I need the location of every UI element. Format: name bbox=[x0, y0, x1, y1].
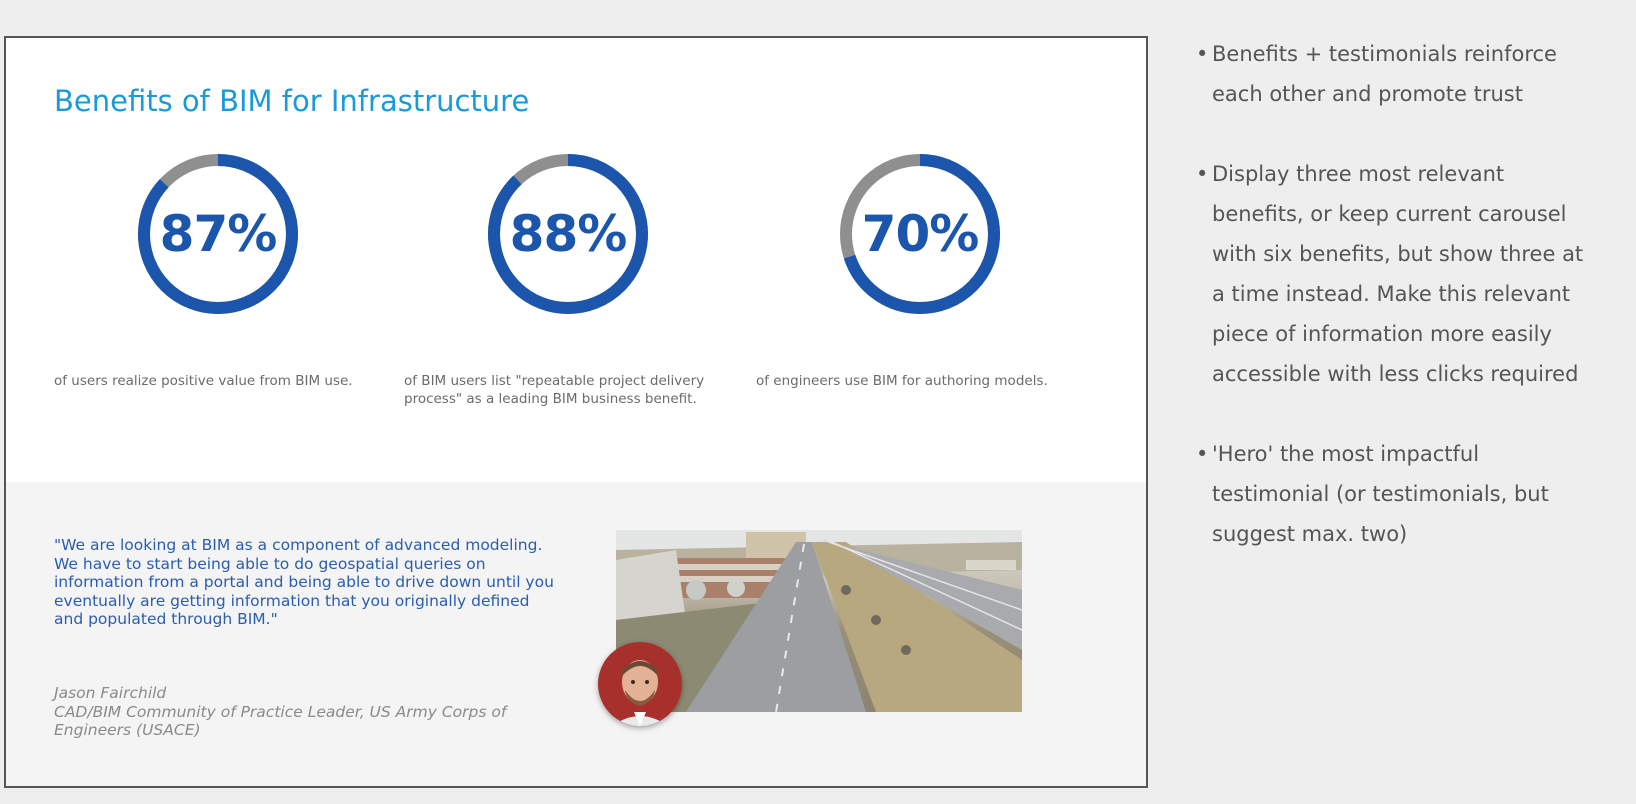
bullet-icon: • bbox=[1196, 162, 1209, 186]
author-avatar bbox=[598, 642, 682, 726]
stat-percentage: 88% bbox=[509, 205, 627, 263]
note-item: • Display three most relevant benefits, or keep current carousel with six benefits, but show three at a time instead. Make this relevant piece of information more easily accessible with less clicks required bbox=[1196, 154, 1596, 394]
stat-percentage: 87% bbox=[159, 205, 277, 263]
bullet-icon: • bbox=[1196, 42, 1209, 66]
notes-list bbox=[1196, 34, 1596, 594]
stat-percentage: 70% bbox=[861, 205, 979, 263]
note-item: • 'Hero' the most impactful testimonial (or testimonials, but suggest max. two) bbox=[1196, 434, 1596, 554]
avatar-image bbox=[598, 642, 682, 726]
stat-description: of engineers use BIM for authoring models. bbox=[756, 373, 1048, 389]
page-mockup bbox=[4, 36, 1148, 788]
benefits-title: Benefits of BIM for Infrastructure bbox=[54, 84, 530, 118]
stat-ring bbox=[484, 150, 652, 318]
stat-description: of users realize positive value from BIM use. bbox=[54, 373, 353, 389]
testimonial-quote: "We are looking at BIM as a component of advanced modeling. We have to start being able to do geospatial queries on information from a portal and being able to drive down until you eventually are getting information that you originally defined and populated through BIM." bbox=[54, 536, 554, 628]
stat-description: of BIM users list "repeatable project delivery process" as a leading BIM business benefit. bbox=[404, 373, 705, 407]
note-item: • Benefits + testimonials reinforce each other and promote trust bbox=[1196, 34, 1596, 114]
testimonial-author bbox=[54, 684, 524, 740]
author-role: CAD/BIM Community of Practice Leader, US Army Corps of Engineers (USACE) bbox=[54, 702, 507, 739]
benefits-section bbox=[6, 38, 1146, 482]
testimonial-section bbox=[6, 482, 1146, 788]
stat-ring bbox=[134, 150, 302, 318]
author-name: Jason Fairchild bbox=[54, 684, 167, 702]
bullet-icon: • bbox=[1196, 442, 1209, 466]
stat-ring bbox=[836, 150, 1004, 318]
